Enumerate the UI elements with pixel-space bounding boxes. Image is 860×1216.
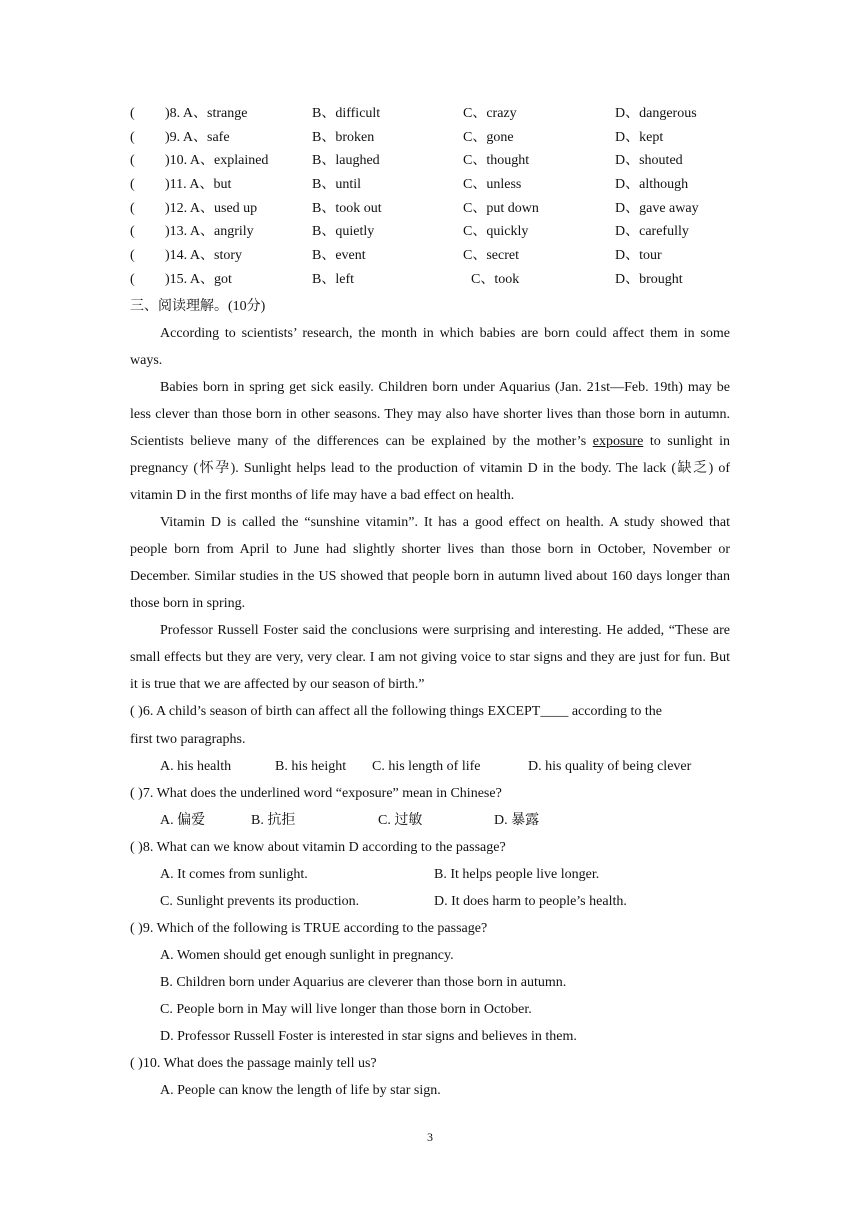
option-b: B、quietly	[312, 224, 375, 239]
option-a: )10. A、explained	[165, 153, 269, 168]
answer-blank: (	[130, 272, 135, 287]
cloze-row-15	[130, 270, 730, 290]
option-d: D、carefully	[615, 224, 689, 239]
cloze-row-9	[130, 128, 730, 148]
option-a: A. People can know the length of life by star sign.	[160, 1083, 441, 1098]
cloze-row-8	[130, 104, 730, 124]
option-b: B、laughed	[312, 153, 380, 168]
option-b: B、until	[312, 177, 362, 192]
question-text: ( )10. What does the passage mainly tell us?	[130, 1056, 377, 1071]
option-a: A. 偏爱	[160, 813, 206, 828]
passage-paragraph: According to scientists’ research, the month in which babies are born could affect them in some ways.	[130, 326, 730, 368]
option-d: D. 暴露	[494, 813, 540, 828]
option-b: B. Children born under Aquarius are cleverer than those born in autumn.	[160, 975, 567, 990]
option-d: D、gave away	[615, 201, 699, 216]
answer-blank: (	[130, 106, 135, 121]
option-a: )14. A、story	[165, 248, 242, 263]
option-c: C、thought	[463, 153, 530, 168]
option-a: )8. A、strange	[165, 106, 248, 121]
option-c: C、gone	[463, 130, 514, 145]
option-a: )13. A、angrily	[165, 224, 254, 239]
option-d: D、kept	[615, 130, 664, 145]
section-heading: 三、阅读理解。(10分)	[130, 299, 266, 314]
cloze-row-13	[130, 222, 730, 242]
option-b: B. 抗拒	[251, 813, 296, 828]
answer-blank: (	[130, 248, 135, 263]
cloze-row-12	[130, 199, 730, 219]
option-d: D、dangerous	[615, 106, 697, 121]
question-text: ( )6. A child’s season of birth can affect all the following things EXCEPT____ according to the	[130, 704, 663, 719]
answer-blank: (	[130, 177, 135, 192]
answer-blank: (	[130, 153, 135, 168]
passage-paragraph	[130, 374, 730, 509]
option-c: C. Sunlight prevents its production.	[160, 894, 360, 909]
option-c: C、unless	[463, 177, 522, 192]
cloze-row-11	[130, 175, 730, 195]
option-c: C. People born in May will live longer than those born in October.	[160, 1002, 532, 1017]
cloze-row-14	[130, 246, 730, 266]
option-c: C、secret	[463, 248, 519, 263]
underlined-word: exposure	[592, 434, 644, 449]
option-a: )9. A、safe	[165, 130, 230, 145]
passage-paragraph: Vitamin D is called the “sunshine vitamin”. It has a good effect on health. A study showed that people born from April to June had slightly shorter lives than those born in October, November or December. Similar studies in the US showed that people born in autumn lived about 160 days longer than those born in spring.	[130, 515, 730, 611]
answer-blank: (	[130, 130, 135, 145]
option-d: D、tour	[615, 248, 662, 263]
answer-blank: (	[130, 224, 135, 239]
question-text: ( )9. Which of the following is TRUE according to the passage?	[130, 921, 488, 936]
option-d: D、brought	[615, 272, 683, 287]
option-a: A. Women should get enough sunlight in pregnancy.	[160, 948, 454, 963]
option-c: C、took	[471, 272, 520, 287]
option-b: B. his height	[275, 759, 347, 774]
option-a: )15. A、got	[165, 272, 232, 287]
reading-passage	[130, 320, 730, 698]
option-c: C. his length of life	[372, 759, 481, 774]
answer-blank: (	[130, 201, 135, 216]
passage-paragraph: Professor Russell Foster said the conclusions were surprising and interesting. He added, “These are small effects but they are very, very clear. I am not giving voice to star signs and they are just for fun. But it is true that we are affected by our season of birth.”	[130, 623, 730, 692]
option-c: C. 过敏	[378, 813, 423, 828]
question-text-cont: first two paragraphs.	[130, 732, 246, 747]
option-d: D. It does harm to people’s health.	[434, 894, 627, 909]
option-b: B、difficult	[312, 106, 381, 121]
option-d: D. his quality of being clever	[528, 759, 692, 774]
option-b: B、event	[312, 248, 366, 263]
option-d: D. Professor Russell Foster is interested in star signs and believes in them.	[160, 1029, 577, 1044]
option-c: C、crazy	[463, 106, 517, 121]
option-b: B、broken	[312, 130, 375, 145]
option-a: A. It comes from sunlight.	[160, 867, 308, 882]
question-text: ( )8. What can we know about vitamin D according to the passage?	[130, 840, 506, 855]
question-text: ( )7. What does the underlined word “exposure” mean in Chinese?	[130, 786, 502, 801]
option-a: )11. A、but	[165, 177, 232, 192]
option-b: B、took out	[312, 201, 382, 216]
passage-text: Babies born in spring get sick easily. Children born under Aquarius (Jan. 21st—Feb. 19th) may be less clever than those born in other seasons. They may also have shorter lives than those born in autumn. Scientists believe many of the differences can be explained by the mother’s	[130, 380, 730, 449]
option-d: D、shouted	[615, 153, 683, 168]
option-c: C、put down	[463, 201, 539, 216]
option-c: C、quickly	[463, 224, 529, 239]
page-number: 3	[427, 1130, 433, 1144]
option-b: B. It helps people live longer.	[434, 867, 600, 882]
option-a: A. his health	[160, 759, 232, 774]
option-a: )12. A、used up	[165, 201, 258, 216]
option-b: B、left	[312, 272, 354, 287]
option-d: D、although	[615, 177, 689, 192]
cloze-row-10	[130, 151, 730, 171]
passage-text: to sunlight in pregnancy (怀孕). Sunlight helps lead to the production of vitamin D in the body. The lack (缺乏) of vitamin D in the first months of life may have a bad effect on health.	[130, 434, 730, 503]
